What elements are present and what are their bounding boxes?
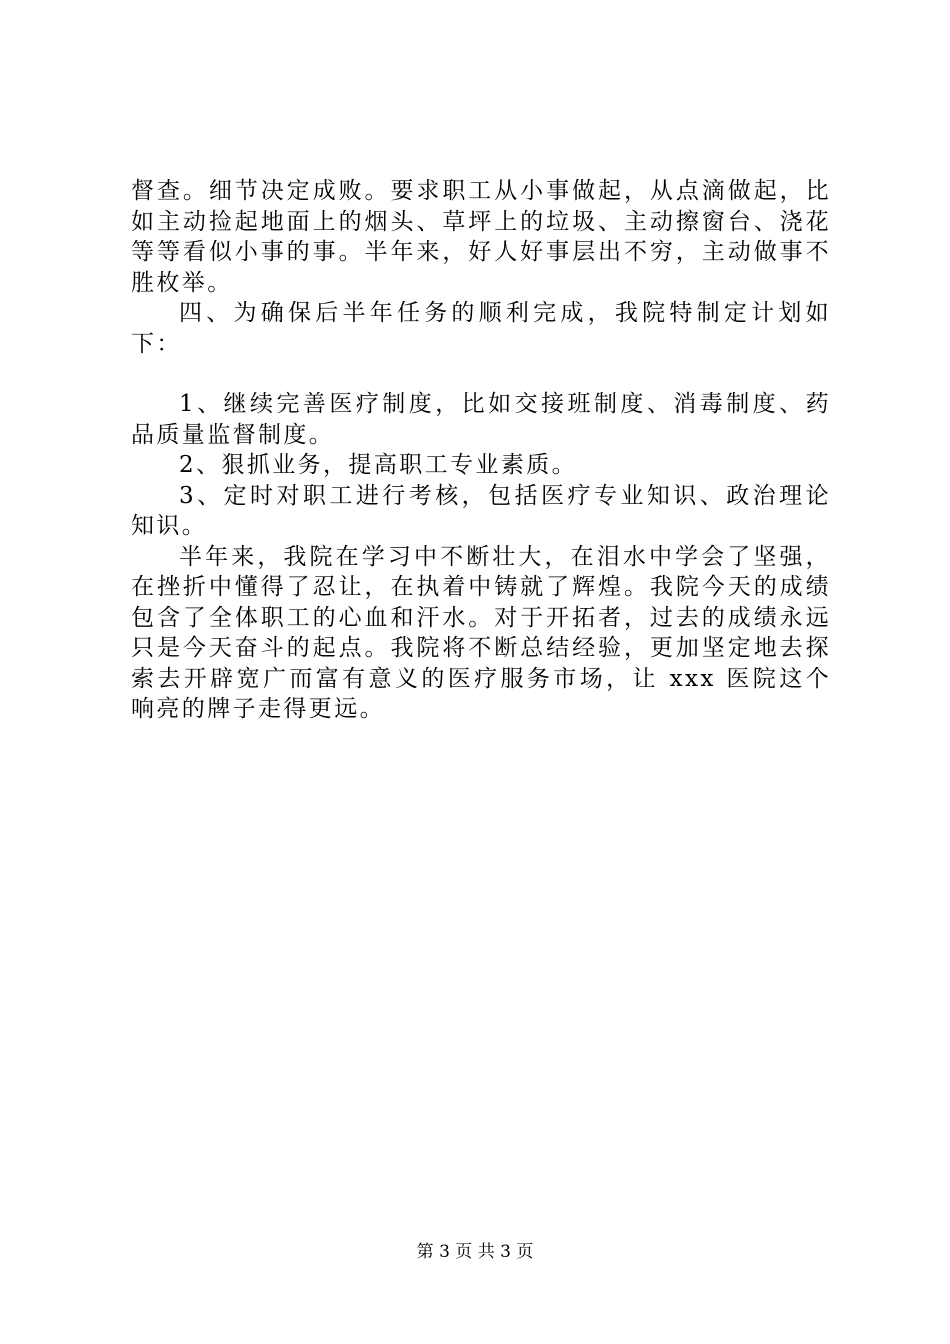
- plan-item-1: 1、继续完善医疗制度，比如交接班制度、消毒制度、药品质量监督制度。: [131, 391, 831, 448]
- paragraph-supervision: 督查。细节决定成败。要求职工从小事做起，从点滴做起，比如主动捡起地面上的烟头、草坪上的垃圾、主动擦窗台、浇花等等看似小事的事。半年来，好人好事层出不穷，主动做事不胜枚举。: [131, 178, 831, 296]
- page-footer: 第 3 页 共 3 页: [416, 1242, 534, 1262]
- paragraph-conclusion: 半年来，我院在学习中不断壮大，在泪水中学会了坚强，在挫折中懂得了忍让，在执着中铸就了辉煌。我院今天的成绩包含了全体职工的心血和汗水。对于开拓者，过去的成绩永远只是今天奋斗的起点。我院将不断总结经验，更加坚定地去探索去开辟宽广而富有意义的医疗服务市场，让 xxx 医院这个响亮的牌子走得更远。: [131, 543, 831, 722]
- plan-item-3: 3、定时对职工进行考核，包括医疗专业知识、政治理论知识。: [131, 482, 831, 539]
- document-body: [131, 176, 831, 725]
- plan-item-2: 2、狠抓业务，提高职工专业素质。: [179, 452, 578, 478]
- section-heading-plan: 四、为确保后半年任务的顺利完成，我院特制定计划如下：: [131, 300, 831, 357]
